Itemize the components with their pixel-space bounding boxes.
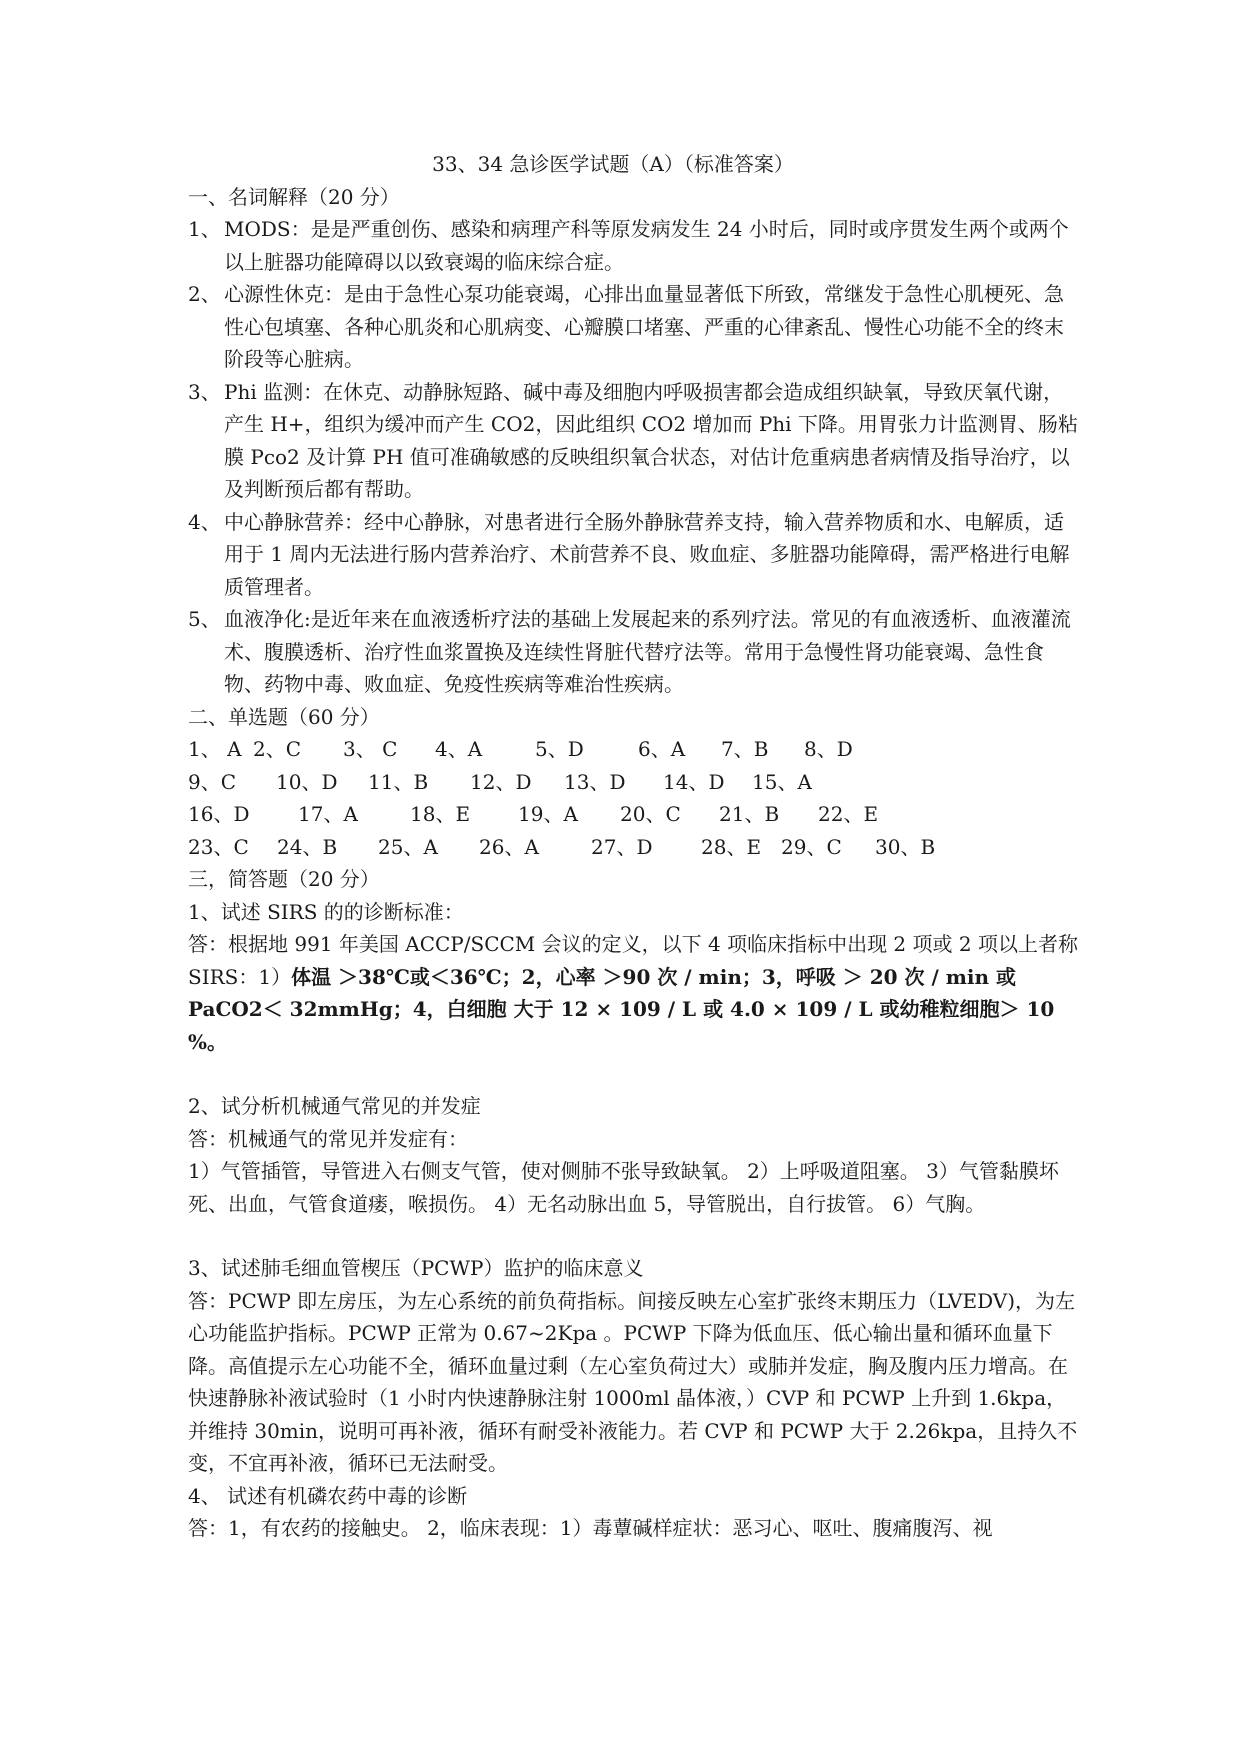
answer-cell: 1、 A (188, 737, 242, 761)
item-number: 4、 (188, 509, 221, 534)
answer-1 (188, 928, 1078, 1058)
answer-cell: 6、A (638, 737, 686, 761)
question-1: 1、试述 SIRS 的的诊断标准： (188, 899, 464, 924)
question-2: 2、试分析机械通气常见的并发症 (188, 1094, 481, 1118)
definition-item (188, 213, 1078, 278)
definition-item (188, 278, 1078, 376)
answer-cell: 29、C (781, 834, 842, 859)
answer-row (188, 733, 1078, 766)
section-single-choice (188, 701, 1078, 864)
answer-cell: 26、A (479, 834, 539, 859)
answer-cell: 4、A (435, 737, 483, 761)
spacer (188, 1220, 1078, 1252)
answer-2-intro: 答：机械通气的常见并发症有： (188, 1126, 468, 1151)
answer-cell: 30、B (875, 834, 936, 859)
item-text: Phi 监测：在休克、动静脉短路、碱中毒及细胞内呼吸损害都会造成组织缺氧，导致厌氧代谢，产生 H+，组织为缓冲而产生 CO2，因此组织 CO2 增加而 Phi 下降。用胃张力计监测胃、肠粘膜 Pco2 及计算 PH 值可准确敏感的反映组织氧合状态，对估计危重病患者病情及指导治疗，以及判断预后都有帮助。 (224, 379, 1078, 501)
section-definitions (188, 181, 1078, 701)
answer-cell: 11、B (368, 769, 429, 794)
section-heading-single-choice: 二、单选题（60 分） (188, 704, 380, 729)
answer-row (188, 766, 1078, 799)
answer-3: 答：PCWP 即左房压，为左心系统的前负荷指标。间接反映左心室扩张终末期压力（LVEDV)，为左心功能监护指标。PCWP 正常为 0.67~2Kpa 。PCWP 下降为低血压、低心输出量和循环血量下降。高值提示左心功能不全，循环血量过剩（左心室负荷过大）或肺并发症，胸及腹内压力增高。在快速静脉补液试验时（1 小时内快速静脉注射 1000ml 晶体液，）CVP 和 PCWP 上升到 1.6kpa，并维持 30min，说明可再补液，循环有耐受补液能力。若 CVP 和 PCWP 大于 2.26kpa，且持久不变，不宜再补液，循环已无法耐受。 (188, 1288, 1078, 1475)
question-3: 3、试述肺毛细血管楔压（PCWP）监护的临床意义 (188, 1256, 644, 1280)
answer-cell: 22、E (818, 802, 879, 826)
answer-cell: 8、D (804, 737, 853, 761)
answer-cell: 16、D (188, 802, 250, 826)
item-text: 血液净化:是近年来在血液透析疗法的基础上发展起来的系列疗法。常见的有血液透析、血液灌流术、腹膜透析、治疗性血浆置换及连续性肾脏代替疗法等。常用于急慢性肾功能衰竭、急性食物、药物中毒、败血症、免疫性疾病等难治性疾病。 (224, 607, 1071, 696)
answer-cell: 2、C (253, 737, 302, 761)
answer-cell: 17、A (298, 802, 358, 826)
answer-cell: 25、A (378, 834, 438, 859)
answer-cell: 23、C (188, 834, 249, 859)
answer-cell: 20、C (620, 802, 681, 826)
document-title: 33、34 急诊医学试题（A）（标准答案） (432, 152, 794, 176)
answer-cell: 7、B (721, 737, 769, 761)
section-heading-short-answer: 三，简答题（20 分） (188, 867, 380, 891)
answer-cell: 9、C (188, 769, 237, 794)
answer-1-plain: 答：根据地 991 年美国 ACCP/SCCM 会议的定义，以下 4 项临床指标中出现 2 项或 2 项以上者称 SIRS：1） (188, 932, 1078, 989)
answer-cell: 21、B (719, 802, 780, 826)
item-number: 5、 (188, 607, 221, 631)
item-text: 心源性休克：是由于急性心泵功能衰竭，心排出血量显著低下所致，常继发于急性心肌梗死、急性心包填塞、各种心肌炎和心肌病变、心瓣膜口堵塞、严重的心律紊乱、慢性心功能不全的终末阶段等心脏病。 (224, 282, 1064, 371)
answer-cell: 10、D (276, 769, 338, 794)
document-page (188, 148, 1078, 1545)
answer-cell: 27、D (591, 834, 653, 859)
answer-cell: 5、D (535, 737, 584, 761)
item-text: MODS：是是严重创伤、感染和病理产科等原发病发生 24 小时后，同时或序贯发生两个或两个以上脏器功能障碍以以致衰竭的临床综合症。 (224, 217, 1069, 274)
answer-4: 答：1，有农药的接触史。 2，临床表现：1）毒蕈碱样症状：恶习心、呕吐、腹痛腹泻、视 (188, 1516, 993, 1540)
item-number: 1、 (188, 217, 221, 241)
answer-cell: 12、D (470, 769, 532, 794)
answer-row (188, 798, 1078, 831)
answer-2-body: 1）气管插管，导管进入右侧支气管，使对侧肺不张导致缺氧。 2）上呼吸道阻塞。 3）气管黏膜坏死、出血，气管食道瘘，喉损伤。 4）无名动脉出血 5，导管脱出，自行拔管。 6）气胸。 (188, 1159, 1059, 1216)
definition-item (188, 603, 1078, 701)
question-4: 4、 试述有机磷农药中毒的诊断 (188, 1483, 468, 1508)
item-number: 2、 (188, 282, 221, 306)
definition-item (188, 506, 1078, 604)
answer-cell: 13、D (564, 769, 626, 794)
answer-cell: 19、A (518, 802, 578, 826)
answer-row (188, 831, 1078, 864)
answer-cell: 28、E (701, 834, 762, 859)
definition-item (188, 376, 1078, 506)
answer-cell: 18、E (410, 802, 471, 826)
section-heading-definitions: 一、名词解释（20 分） (188, 184, 400, 209)
answer-1-criteria: 体温 ＞38℃或＜36℃；2，心率 ＞90 次 / min；3，呼吸 ＞ 20 次 / min 或 PaCO2＜ 32mmHg；4，白细胞 大于 12 × 109 / L 或 4.0 × 109 / L 或幼稚粒细胞＞ 10 %。 (188, 964, 1055, 1054)
answer-cell: 24、B (277, 834, 338, 859)
answer-cell: 15、A (752, 769, 812, 794)
item-number: 3、 (188, 379, 221, 404)
answer-cell: 3、 C (343, 737, 398, 761)
item-text: 中心静脉营养：经中心静脉，对患者进行全肠外静脉营养支持，输入营养物质和水、电解质，适用于 1 周内无法进行肠内营养治疗、术前营养不良、败血症、多脏器功能障碍，需严格进行电解质管理者。 (224, 509, 1070, 599)
answer-cell: 14、D (663, 769, 725, 794)
spacer (188, 1058, 1078, 1090)
section-short-answer (188, 863, 1078, 1545)
